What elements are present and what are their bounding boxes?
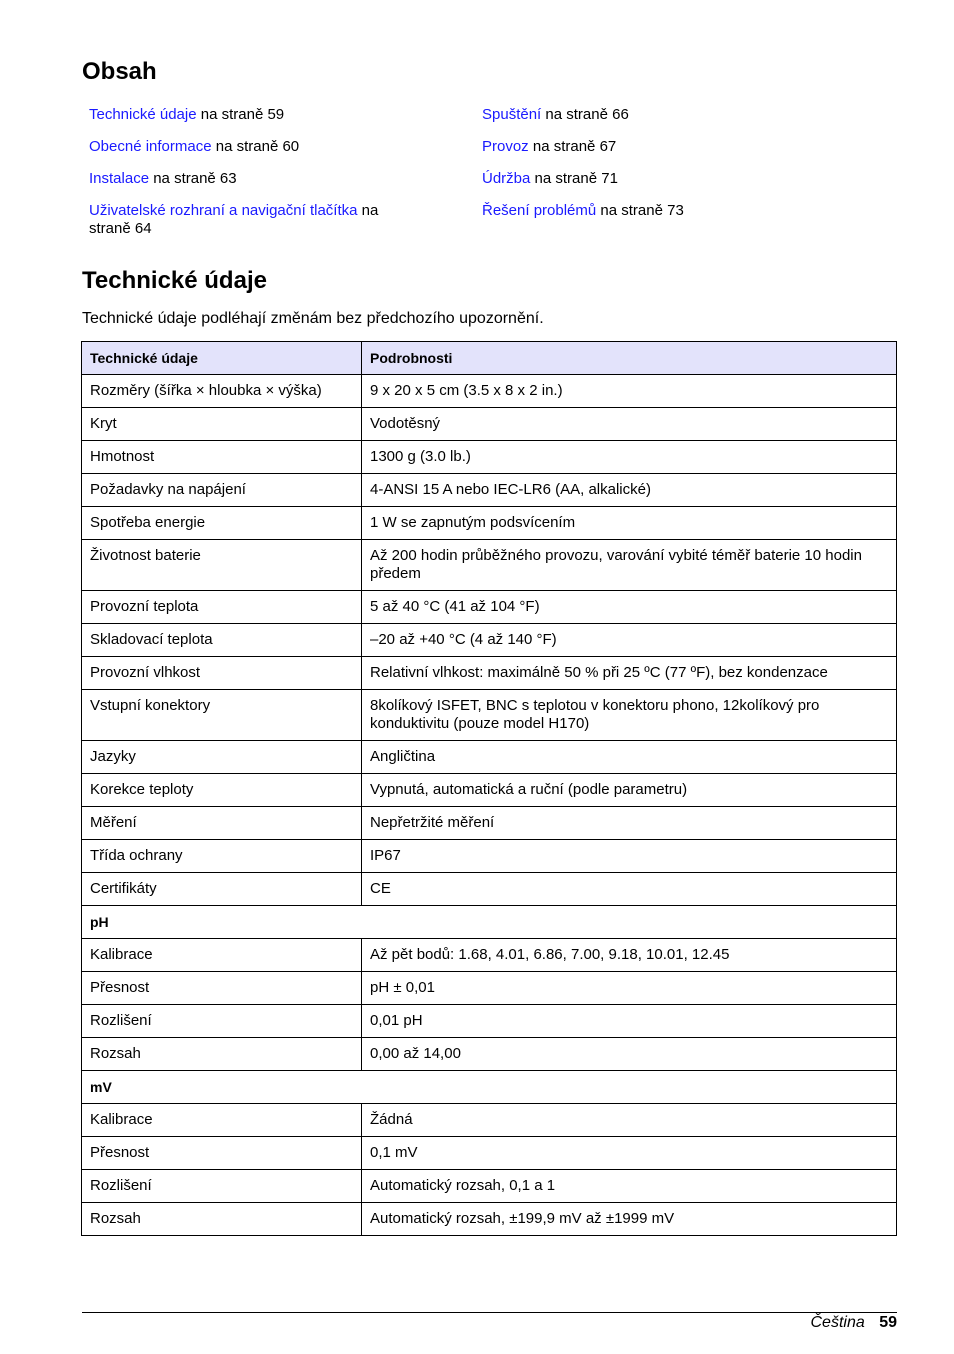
- spec-label: Rozlišení: [82, 1170, 362, 1203]
- toc-page-ref: na straně 60: [215, 138, 300, 155]
- table-row: [82, 1005, 897, 1038]
- spec-label: Požadavky na napájení: [82, 474, 362, 507]
- spec-label: Rozsah: [82, 1203, 362, 1236]
- table-row: [82, 741, 897, 774]
- spec-value: IP67: [362, 840, 897, 873]
- spec-label: Vstupní konektory: [82, 690, 362, 741]
- table-row: [82, 873, 897, 906]
- specs-table-body: [82, 375, 897, 1236]
- spec-value: pH ± 0,01: [362, 972, 897, 1005]
- toc-link[interactable]: Uživatelské rozhraní a navigační tlačítka: [89, 202, 358, 219]
- page-footer: [811, 1313, 898, 1333]
- toc-page-ref: na straně 63: [153, 170, 237, 187]
- table-row: [82, 1038, 897, 1071]
- spec-label: Přesnost: [82, 1137, 362, 1170]
- spec-value: Relativní vlhkost: maximálně 50 % při 25 ºC (77 ºF), bez kondenzace: [362, 657, 897, 690]
- spec-label: Třída ochrany: [82, 840, 362, 873]
- toc-link[interactable]: Technické údaje: [89, 106, 197, 123]
- spec-value: 0,00 až 14,00: [362, 1038, 897, 1071]
- footer-divider: [82, 1312, 897, 1313]
- page-number: 59: [879, 1314, 897, 1331]
- table-row: [82, 840, 897, 873]
- toc-link[interactable]: Údržba: [482, 170, 531, 187]
- table-row: [82, 939, 897, 972]
- toc-entry: [482, 106, 812, 124]
- table-row: [82, 1203, 897, 1236]
- toc-entry: [89, 170, 419, 188]
- spec-label: Rozlišení: [82, 1005, 362, 1038]
- table-row: [82, 1104, 897, 1137]
- spec-label: Spotřeba energie: [82, 507, 362, 540]
- spec-value: CE: [362, 873, 897, 906]
- spec-value: –20 až +40 °C (4 až 140 °F): [362, 624, 897, 657]
- header-details: Podrobnosti: [362, 342, 897, 375]
- spec-value: 8kolíkový ISFET, BNC s teplotou v konektoru phono, 12kolíkový pro konduktivitu (pouze model H170): [362, 690, 897, 741]
- specs-intro: Technické údaje podléhají změnám bez předchozího upozornění.: [82, 310, 544, 327]
- table-row: [82, 474, 897, 507]
- table-header-row: [82, 342, 897, 375]
- table-row: [82, 507, 897, 540]
- footer-language: Čeština: [810, 1314, 865, 1331]
- toc-link[interactable]: Instalace: [89, 170, 150, 187]
- section-row: [82, 1071, 897, 1104]
- table-row: [82, 807, 897, 840]
- spec-value: Nepřetržité měření: [362, 807, 897, 840]
- toc-page-ref: na straně 59: [200, 106, 285, 123]
- spec-value: 1 W se zapnutým podsvícením: [362, 507, 897, 540]
- spec-value: Automatický rozsah, 0,1 a 1: [362, 1170, 897, 1203]
- table-row: [82, 690, 897, 741]
- toc-column-right: [482, 106, 812, 234]
- table-row: [82, 1170, 897, 1203]
- spec-value: 1300 g (3.0 lb.): [362, 441, 897, 474]
- toc-entry: [482, 202, 812, 220]
- toc-page-ref: na straně 64: [89, 202, 379, 237]
- toc-entry: [482, 138, 812, 156]
- spec-label: Kalibrace: [82, 1104, 362, 1137]
- toc-page-ref: na straně 73: [600, 202, 684, 219]
- spec-label: Životnost baterie: [82, 540, 362, 591]
- spec-value: 5 až 40 °C (41 až 104 °F): [362, 591, 897, 624]
- spec-label: Měření: [82, 807, 362, 840]
- table-row: [82, 657, 897, 690]
- spec-value: 0,01 pH: [362, 1005, 897, 1038]
- spec-value: Žádná: [362, 1104, 897, 1137]
- spec-label: Kryt: [82, 408, 362, 441]
- toc-entry: [89, 106, 419, 124]
- spec-value: 0,1 mV: [362, 1137, 897, 1170]
- specs-heading: Technické údaje: [82, 267, 267, 294]
- spec-label: Rozsah: [82, 1038, 362, 1071]
- section-label: mV: [82, 1071, 897, 1104]
- spec-label: Hmotnost: [82, 441, 362, 474]
- specs-table: [81, 341, 897, 1236]
- toc-entry: [89, 202, 419, 238]
- spec-value: Až 200 hodin průběžného provozu, varování vybité téměř baterie 10 hodin předem: [362, 540, 897, 591]
- spec-value: Angličtina: [362, 741, 897, 774]
- spec-value: Až pět bodů: 1.68, 4.01, 6.86, 7.00, 9.18, 10.01, 12.45: [362, 939, 897, 972]
- spec-label: Korekce teploty: [82, 774, 362, 807]
- toc-link[interactable]: Spuštění: [482, 106, 542, 123]
- section-label: pH: [82, 906, 897, 939]
- toc-link[interactable]: Řešení problémů: [482, 202, 597, 219]
- spec-label: Přesnost: [82, 972, 362, 1005]
- toc-heading: Obsah: [82, 58, 157, 85]
- spec-label: Skladovací teplota: [82, 624, 362, 657]
- toc-column-left: [89, 106, 419, 252]
- toc-entry: [482, 170, 812, 188]
- toc-page-ref: na straně 66: [545, 106, 629, 123]
- spec-label: Rozměry (šířka × hloubka × výška): [82, 375, 362, 408]
- table-row: [82, 591, 897, 624]
- spec-value: 9 x 20 x 5 cm (3.5 x 8 x 2 in.): [362, 375, 897, 408]
- table-row: [82, 408, 897, 441]
- toc-link[interactable]: Obecné informace: [89, 138, 212, 155]
- table-row: [82, 774, 897, 807]
- spec-label: Provozní vlhkost: [82, 657, 362, 690]
- toc-link[interactable]: Provoz: [482, 138, 529, 155]
- spec-label: Certifikáty: [82, 873, 362, 906]
- table-row: [82, 540, 897, 591]
- spec-label: Kalibrace: [82, 939, 362, 972]
- spec-value: 4-ANSI 15 A nebo IEC-LR6 (AA, alkalické): [362, 474, 897, 507]
- spec-value: Automatický rozsah, ±199,9 mV až ±1999 mV: [362, 1203, 897, 1236]
- spec-label: Provozní teplota: [82, 591, 362, 624]
- toc-page-ref: na straně 71: [534, 170, 618, 187]
- spec-value: Vypnutá, automatická a ruční (podle parametru): [362, 774, 897, 807]
- toc-page-ref: na straně 67: [532, 138, 617, 155]
- spec-value: Vodotěsný: [362, 408, 897, 441]
- toc-entry: [89, 138, 419, 156]
- table-row: [82, 1137, 897, 1170]
- table-row: [82, 375, 897, 408]
- table-row: [82, 441, 897, 474]
- section-row: [82, 906, 897, 939]
- header-spec: Technické údaje: [82, 342, 362, 375]
- table-row: [82, 972, 897, 1005]
- table-row: [82, 624, 897, 657]
- spec-label: Jazyky: [82, 741, 362, 774]
